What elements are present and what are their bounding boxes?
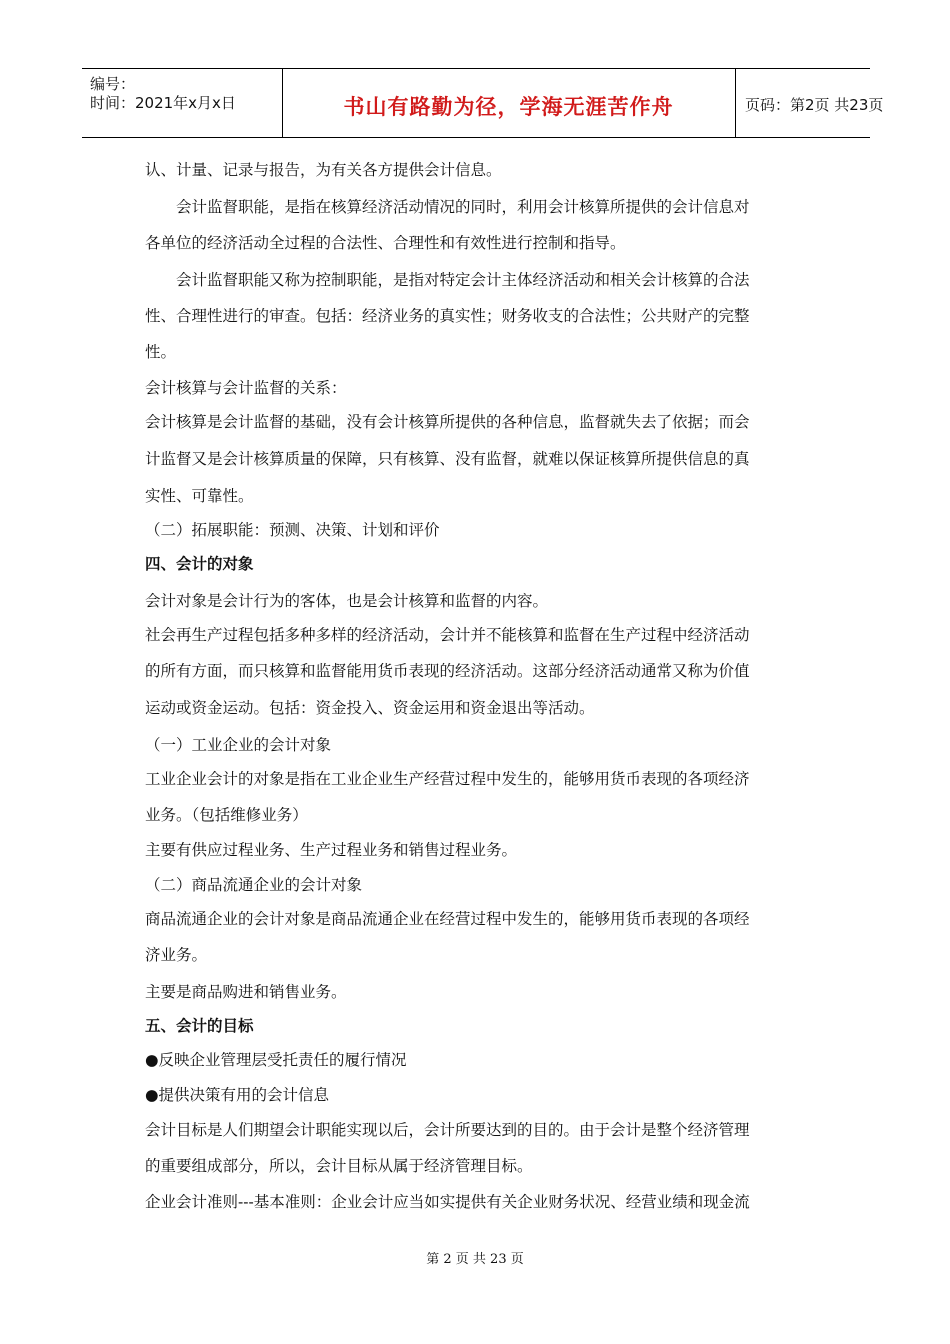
section-heading: 四、会计的对象 (145, 555, 254, 573)
serial-label: 编号： (90, 75, 136, 93)
body-line: （二）商品流通企业的会计对象 (145, 876, 363, 894)
date-label: 时间：2021年x月x日 (90, 94, 236, 112)
body-line: 济业务。 (145, 946, 208, 964)
section-heading: 五、会计的目标 (145, 1017, 254, 1035)
header-left-cell (82, 69, 283, 137)
body-line: 的重要组成部分，所以，会计目标从属于经济管理目标。 (145, 1157, 533, 1175)
body-line: 业务。（包括维修业务） (145, 806, 308, 824)
body-line: 实性、可靠性。 (145, 487, 254, 505)
body-line: 社会再生产过程包括多种多样的经济活动，会计并不能核算和监督在生产过程中经济活动 (145, 626, 750, 644)
body-line: 会计监督职能，是指在核算经济活动情况的同时，利用会计核算所提供的会计信息对 (176, 198, 750, 216)
body-line: 商品流通企业的会计对象是商品流通企业在经营过程中发生的，能够用货币表现的各项经 (145, 910, 750, 928)
page-header (82, 68, 884, 138)
body-line: 企业会计准则---基本准则：企业会计应当如实提供有关企业财务状况、经营业绩和现金流 (145, 1193, 750, 1211)
page-footer: 第 2 页 共 23 页 (426, 1252, 524, 1267)
page-indicator: 页码：第2页 共23页 (745, 96, 884, 114)
body-line: 会计监督职能又称为控制职能，是指对特定会计主体经济活动和相关会计核算的合法 (176, 271, 750, 289)
header-motto-cell (282, 69, 736, 137)
body-line: 认、计量、记录与报告，为有关各方提供会计信息。 (145, 161, 502, 179)
body-line: 计监督又是会计核算质量的保障，只有核算、没有监督，就难以保证核算所提供信息的真 (145, 450, 750, 468)
body-line: 会计核算是会计监督的基础，没有会计核算所提供的各种信息，监督就失去了依据；而会 (145, 413, 750, 431)
body-line: 运动或资金运动。包括：资金投入、资金运用和资金退出等活动。 (145, 699, 595, 717)
body-line: 主要是商品购进和销售业务。 (145, 983, 347, 1001)
body-line: 工业企业会计的对象是指在工业企业生产经营过程中发生的，能够用货币表现的各项经济 (145, 770, 750, 788)
bullet-item: ●反映企业管理层受托责任的履行情况 (145, 1051, 407, 1069)
body-line: （一）工业企业的会计对象 (145, 736, 332, 754)
body-line: 会计目标是人们期望会计职能实现以后，会计所要达到的目的。由于会计是整个经济管理 (145, 1121, 750, 1139)
body-line: 会计对象是会计行为的客体，也是会计核算和监督的内容。 (145, 592, 549, 610)
motto-text: 书山有路勤为径，学海无涯苦作舟 (343, 95, 674, 119)
body-line: （二）拓展职能：预测、决策、计划和评价 (145, 521, 440, 539)
bullet-item: ●提供决策有用的会计信息 (145, 1086, 330, 1104)
body-line: 主要有供应过程业务、生产过程业务和销售过程业务。 (145, 841, 518, 859)
body-line: 的所有方面，而只核算和监督能用货币表现的经济活动。这部分经济活动通常又称为价值 (145, 662, 750, 680)
header-page-cell (735, 69, 884, 137)
body-line: 会计核算与会计监督的关系： (145, 379, 347, 397)
body-line: 各单位的经济活动全过程的合法性、合理性和有效性进行控制和指导。 (145, 234, 626, 252)
body-line: 性、合理性进行的审查。包括：经济业务的真实性；财务收支的合法性；公共财产的完整 (145, 307, 750, 325)
body-line: 性。 (145, 343, 177, 361)
